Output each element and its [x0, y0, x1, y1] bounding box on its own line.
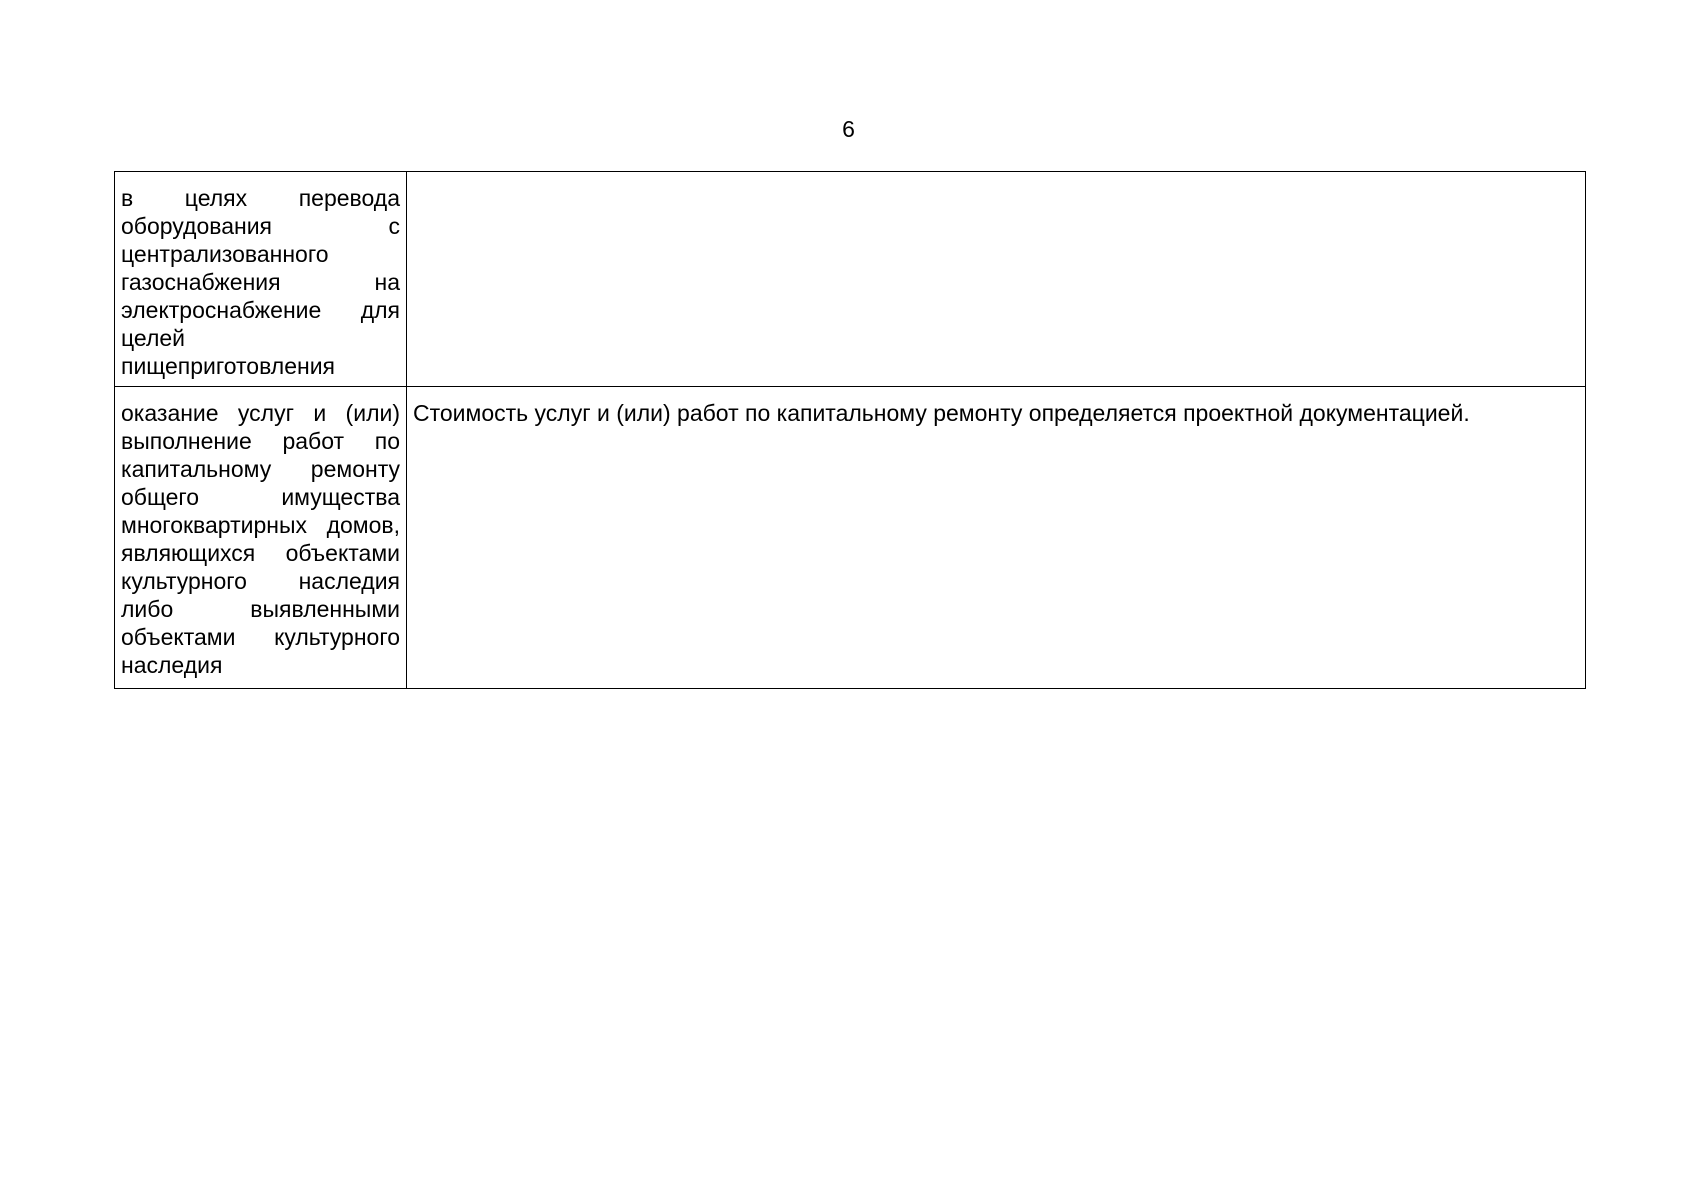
page-number: 6 — [842, 116, 855, 142]
table-cell-value — [407, 172, 1586, 387]
document-table — [114, 171, 1586, 689]
table-cell-value: Стоимость услуг и (или) работ по капитальному ремонту определяется проектной документацией. — [407, 387, 1586, 689]
table-row — [115, 387, 1586, 689]
table-cell-description: оказание услуг и (или) выполнение работ по капитальному ремонту общего имущества многоквартирных домов, являющихся объектами культурного наследия либо выявленными объектами культурного наследия — [115, 387, 407, 689]
table-cell-description: в целях перевода оборудования с централизованного газоснабжения на электроснабжение для целей пищеприготовления — [115, 172, 407, 387]
table-row — [115, 172, 1586, 387]
